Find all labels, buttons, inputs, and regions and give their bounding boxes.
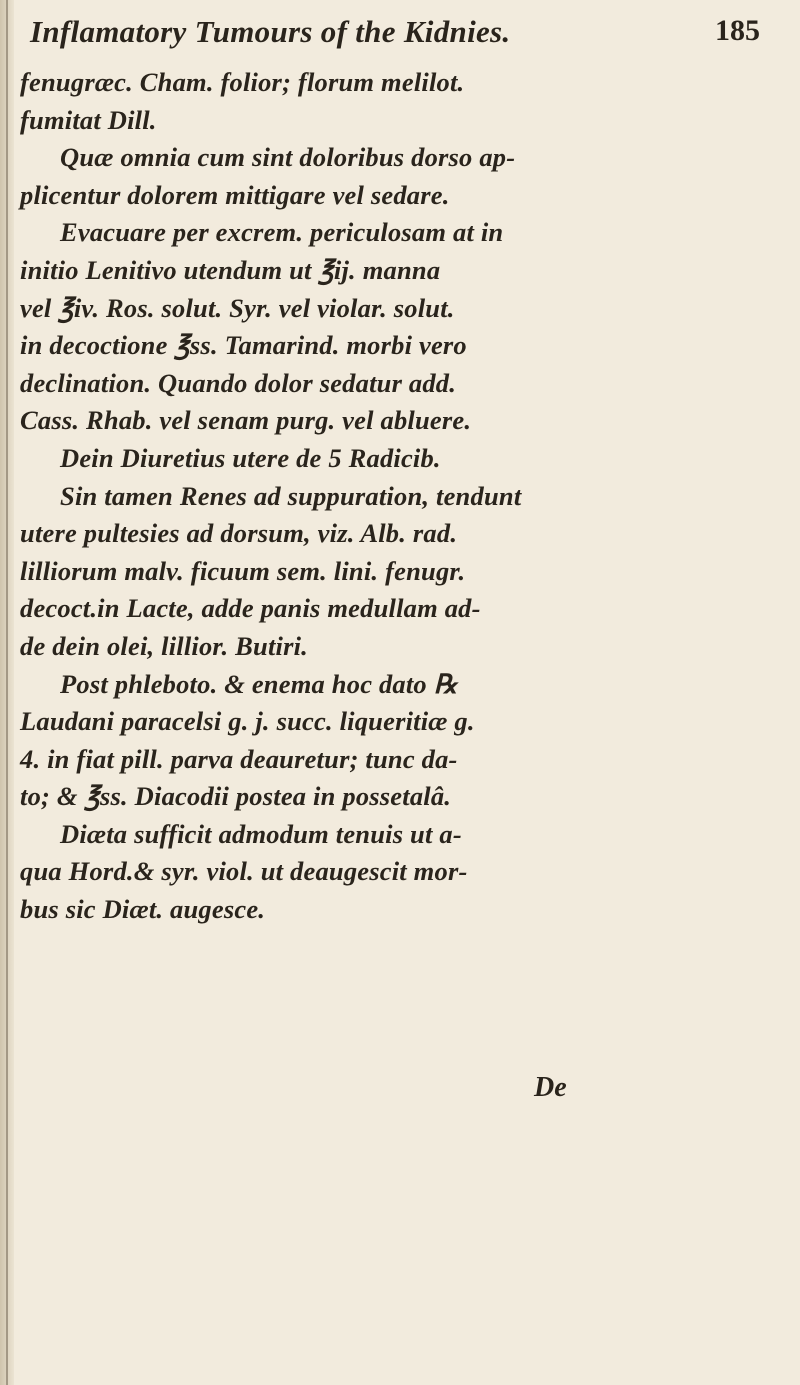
- text-line: 4. in fiat pill. parva deauretur; tunc da-: [20, 743, 458, 774]
- page-number: 185: [715, 14, 760, 47]
- text-line: Diæta sufficit admodum tenuis ut a-: [60, 818, 462, 849]
- text-line: in decoctione ℥ss. Tamarind. morbi vero: [20, 330, 467, 361]
- text-line: fenugræc. Cham. folior; florum melilot.: [20, 67, 465, 97]
- gutter-line: [6, 0, 8, 1385]
- page-header: [30, 14, 790, 54]
- text-line: lilliorum malv. ficuum sem. lini. fenugr.: [20, 555, 466, 586]
- text-line: initio Lenitivo utendum ut ℥ij. manna: [20, 254, 441, 285]
- running-title: Inflamatory Tumours of the Kidnies.: [30, 14, 511, 49]
- text-line: utere pultesies ad dorsum, viz. Alb. rad.: [20, 518, 458, 549]
- text-line: qua Hord.& syr. viol. ut deaugescit mor-: [20, 856, 468, 887]
- text-line: bus sic Diæt. augesce.: [20, 894, 266, 925]
- text-line: vel ℥iv. Ros. solut. Syr. vel violar. solut.: [20, 292, 455, 323]
- body-text: [20, 64, 670, 929]
- text-line: fumitat Dill.: [20, 104, 157, 135]
- text-line: plicentur dolorem mittigare vel sedare.: [20, 179, 450, 210]
- text-line: de dein olei, lillior. Butiri.: [20, 630, 308, 661]
- text-line: Laudani paracelsi g. j. succ. liqueritiæ g.: [20, 706, 475, 737]
- text-line: Post phleboto. & enema hoc dato ℞: [60, 668, 458, 699]
- text-line: declination. Quando dolor sedatur add.: [20, 367, 457, 398]
- text-line: Sin tamen Renes ad suppuration, tendunt: [60, 480, 522, 511]
- text-line: Quæ omnia cum sint doloribus dorso ap-: [60, 142, 516, 173]
- text-line: Dein Diuretius utere de 5 Radicib.: [60, 442, 441, 473]
- text-line: to; & ℥ss. Diacodii postea in possetalâ.: [20, 781, 452, 812]
- text-line: decoct.in Lacte, adde panis medullam ad-: [20, 593, 481, 624]
- text-line: Cass. Rhab. vel senam purg. vel abluere.: [20, 405, 472, 436]
- text-line: Evacuare per excrem. periculosam at in: [60, 217, 504, 248]
- catchword: De: [534, 1072, 567, 1103]
